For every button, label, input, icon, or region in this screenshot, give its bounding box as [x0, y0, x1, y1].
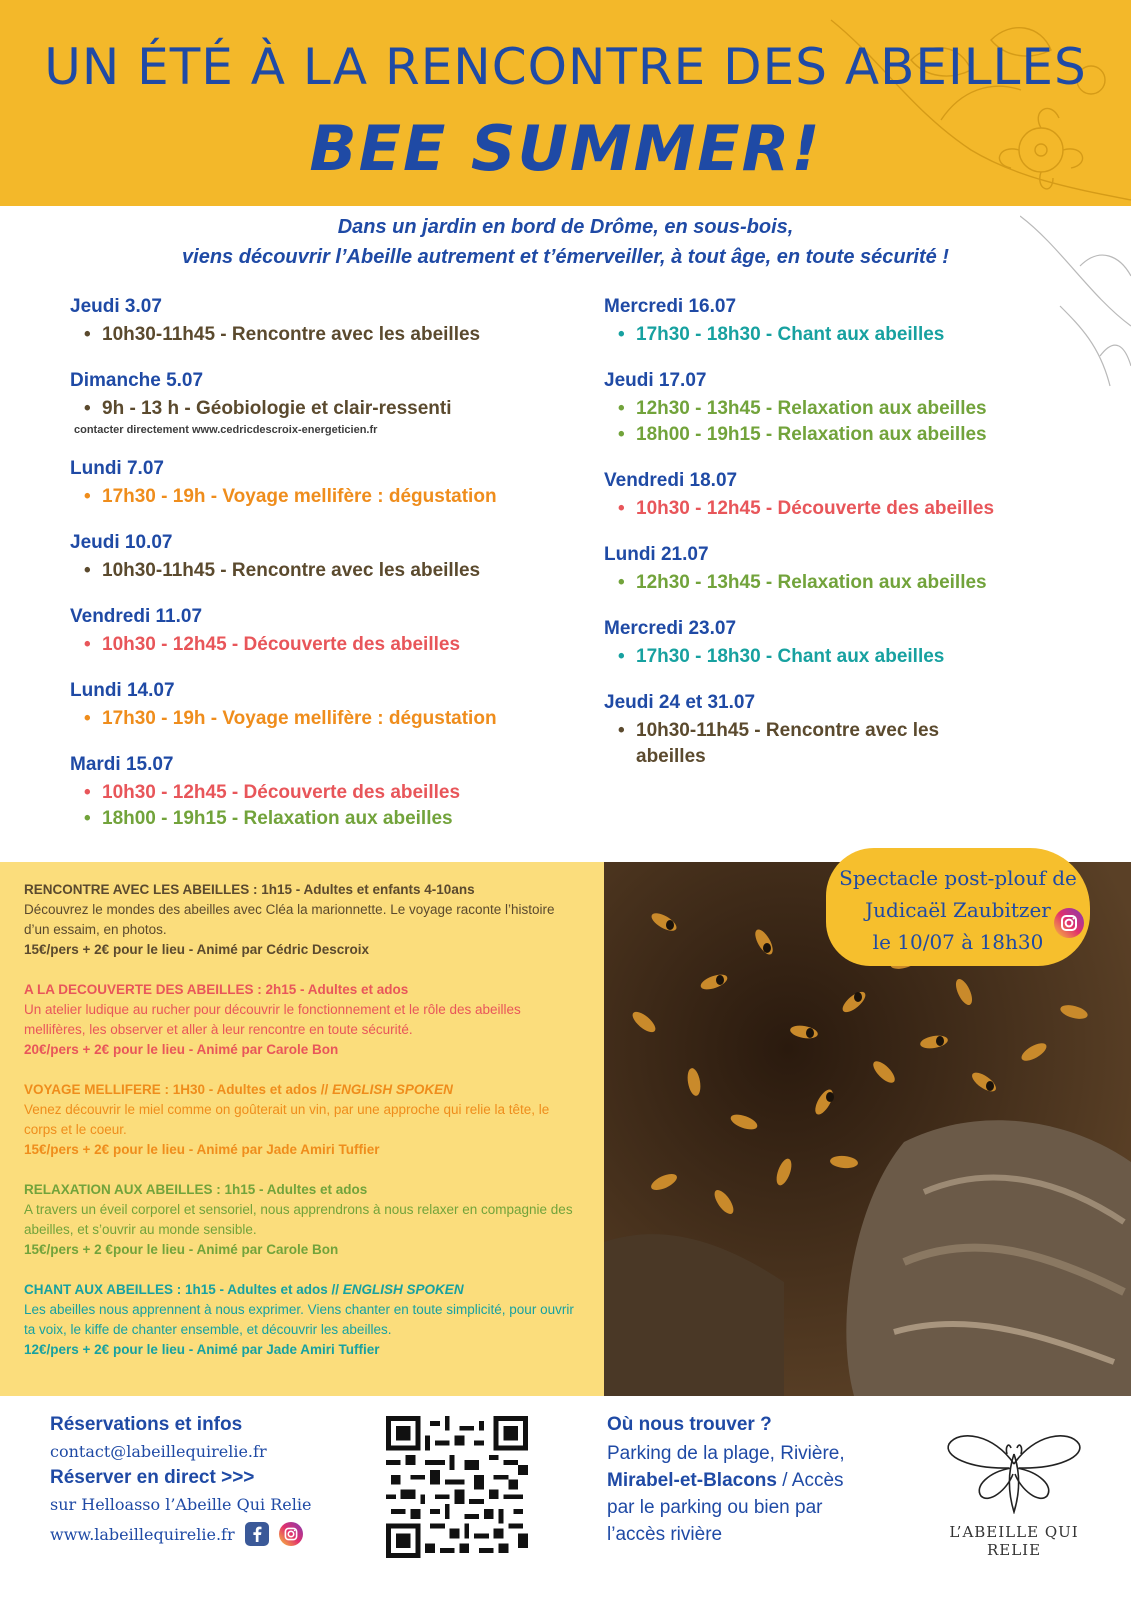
- english-spoken-label: ENGLISH SPOKEN: [332, 1082, 453, 1097]
- event-time: 12h30 - 13h45: [636, 398, 761, 419]
- activity-title: RENCONTRE AVEC LES ABEILLES : 1h15 - Adultes et enfants 4-10ans: [24, 882, 475, 897]
- event-sep: -: [760, 324, 778, 345]
- event-item: [70, 484, 570, 510]
- activity-title: RELAXATION AUX ABEILLES : 1h15 - Adultes et ados: [24, 1182, 368, 1197]
- bee-logo-icon: [939, 1424, 1089, 1514]
- footer-reservations: [50, 1414, 311, 1546]
- day-title: Jeudi 10.07: [70, 532, 173, 553]
- day-title: Jeudi 24 et 31.07: [604, 692, 756, 713]
- bubble-line-1: Spectacle post-plouf de: [839, 866, 1077, 890]
- activity-title: [24, 1080, 580, 1100]
- event-sep: -: [215, 324, 232, 345]
- day-title: Mercredi 16.07: [604, 296, 737, 317]
- schedule-day: [604, 618, 1104, 670]
- event-item: [604, 422, 1104, 448]
- event-name: Rencontre avec les abeilles: [231, 324, 481, 345]
- event-item: [70, 396, 570, 422]
- event-sep: -: [179, 398, 196, 419]
- header-banner: [0, 0, 1131, 206]
- activity-price: 12€/pers + 2€ pour le lieu - Animé par Jade Amiri Tuffier: [24, 1342, 380, 1357]
- event-sep: -: [226, 808, 244, 829]
- where-line-2-row: [607, 1467, 907, 1494]
- footer: [0, 1396, 1131, 1600]
- schedule-day: [70, 754, 570, 832]
- activity-block: [24, 880, 580, 960]
- reserve-direct-link[interactable]: Réserver en direct >>>: [50, 1467, 255, 1488]
- event-time: 17h30 - 19h: [102, 708, 206, 729]
- event-time: 17h30 - 18h30: [636, 324, 761, 345]
- schedule-right-column: [604, 296, 1104, 792]
- activity-block: [24, 980, 580, 1060]
- activity-price: 20€/pers + 2€ pour le lieu - Animé par Carole Bon: [24, 1042, 339, 1057]
- event-name: Chant aux abeilles: [777, 646, 945, 667]
- event-time: 12h30 - 13h45: [636, 572, 761, 593]
- schedule-day: [604, 370, 1104, 448]
- schedule-day: [70, 532, 570, 584]
- activity-description: Un atelier ludique au rucher pour découvrir le fonctionnement et le rôle des abeilles mellifères, les observer et aller à leur rencontre en toute sécurité.: [24, 1002, 521, 1037]
- website-row: [50, 1522, 311, 1546]
- event-time: 17h30 - 19h: [102, 486, 206, 507]
- event-time: 18h00 - 19h15: [636, 424, 761, 445]
- event-note: contacter directement www.cedricdescroix-energeticien.fr: [74, 424, 378, 436]
- event-time: 18h00 - 19h15: [102, 808, 227, 829]
- event-sep: -: [226, 634, 244, 655]
- event-item: [604, 718, 984, 770]
- activity-description: Les abeilles nous apprennent à nous exprimer. Viens chanter en toute simplicité, pour ouvrir ta voix, le kiffe de chanter ensemble, et découvrir les abeilles.: [24, 1302, 574, 1337]
- event-time: 17h30 - 18h30: [636, 646, 761, 667]
- event-item: [70, 806, 570, 832]
- event-sep: -: [749, 720, 766, 741]
- bubble-line-3: le 10/07 à 18h30: [872, 930, 1044, 954]
- where-line-2: / Accès: [776, 1470, 844, 1491]
- activity-description: Venez découvrir le miel comme on goûterait un vin, par une approche qui relie la tête, le corps et le coeur.: [24, 1102, 550, 1137]
- day-title: Mercredi 23.07: [604, 618, 737, 639]
- activity-description: A travers un éveil corporel et sensoriel, nous apprendrons à nous relaxer en compagnie des abeilles, et s’ouvrir au monde sensible.: [24, 1202, 573, 1237]
- day-title: Lundi 14.07: [70, 680, 175, 701]
- event-name: Relaxation aux abeilles: [777, 572, 987, 593]
- schedule-day: [604, 692, 1104, 770]
- activity-title-main: VOYAGE MELLIFERE : 1H30 - Adultes et ados //: [24, 1082, 333, 1097]
- event-item: [604, 644, 1104, 670]
- event-item: [70, 706, 570, 732]
- event-sep: -: [226, 782, 244, 803]
- schedule-day: [70, 296, 570, 348]
- activity-price: 15€/pers + 2€ pour le lieu - Animé par Jade Amiri Tuffier: [24, 1142, 380, 1157]
- event-time: 9h - 13 h: [102, 398, 180, 419]
- activity-price: 15€/pers + 2 €pour le lieu - Animé par Carole Bon: [24, 1242, 339, 1257]
- day-title: Jeudi 3.07: [70, 296, 162, 317]
- website-link[interactable]: www.labeillequirelie.fr: [50, 1524, 235, 1544]
- activities-info-panel: [0, 862, 604, 1396]
- event-time: 10h30 - 12h45: [102, 634, 227, 655]
- event-name: Découverte des abeilles: [243, 782, 461, 803]
- instagram-icon[interactable]: [279, 1522, 303, 1546]
- contact-email-link[interactable]: contact@labeillequirelie.fr: [50, 1442, 267, 1461]
- where-text: [607, 1440, 907, 1548]
- where-line-4: l’accès rivière: [607, 1524, 723, 1545]
- event-name: Relaxation aux abeilles: [777, 424, 987, 445]
- activity-price: 15€/pers + 2€ pour le lieu - Animé par Cédric Descroix: [24, 942, 370, 957]
- event-name: Relaxation aux abeilles: [243, 808, 453, 829]
- where-place: Mirabel-et-Blacons: [607, 1470, 777, 1491]
- event-time: 10h30 - 12h45: [102, 782, 227, 803]
- where-line-3: par le parking ou bien par: [607, 1497, 823, 1518]
- event-sep: -: [760, 498, 778, 519]
- bubble-line-2: Judicaël Zaubitzer: [865, 898, 1051, 922]
- day-title: Lundi 7.07: [70, 458, 164, 479]
- event-time: 10h30-11h45: [102, 324, 216, 345]
- intro-line-2: viens découvrir l’Abeille autrement et t’émerveiller, à tout âge, en toute sécurité !: [182, 246, 949, 268]
- day-title: Mardi 15.07: [70, 754, 174, 775]
- instagram-icon[interactable]: [1054, 908, 1084, 938]
- footer-location: [607, 1414, 907, 1548]
- activity-title: [24, 1280, 580, 1300]
- event-item: [604, 322, 1104, 348]
- activity-block: [24, 1280, 580, 1360]
- day-title: Vendredi 18.07: [604, 470, 738, 491]
- schedule-day: [70, 680, 570, 732]
- helloasso-text: sur Helloasso l’Abeille Qui Relie: [50, 1495, 312, 1514]
- brand-logo: [934, 1424, 1094, 1559]
- activity-block: [24, 1080, 580, 1160]
- event-sep: -: [760, 646, 778, 667]
- facebook-icon[interactable]: [245, 1522, 269, 1546]
- event-name: Géobiologie et clair-ressenti: [195, 398, 452, 419]
- event-sep: -: [205, 708, 223, 729]
- logo-text: L’ABEILLE QUI RELIE: [949, 1523, 1079, 1559]
- event-item: [604, 570, 1104, 596]
- event-item: [604, 496, 1104, 522]
- schedule-day: [604, 544, 1104, 596]
- activity-description: Découvrez le mondes des abeilles avec Cléa la marionnette. Le voyage raconte l’histoire d’un essaim, en photos.: [24, 902, 555, 937]
- event-sep: -: [760, 572, 778, 593]
- title-main: BEE SUMMER!: [309, 112, 822, 185]
- activity-title-main: CHANT AUX ABEILLES : 1h15 - Adultes et ados //: [24, 1282, 343, 1297]
- event-item: [70, 632, 570, 658]
- activity-block: [24, 1180, 580, 1260]
- event-name: Voyage mellifère : dégustation: [222, 486, 497, 507]
- title-top: UN ÉTÉ À LA RENCONTRE DES ABEILLES: [44, 38, 1087, 96]
- event-sep: -: [760, 424, 778, 445]
- day-title: Lundi 21.07: [604, 544, 709, 565]
- qr-code[interactable]: [386, 1416, 528, 1558]
- event-item: [70, 558, 570, 584]
- day-title: Jeudi 17.07: [604, 370, 707, 391]
- where-title: Où nous trouver ?: [607, 1414, 772, 1435]
- event-item: [70, 322, 570, 348]
- schedule-day: [604, 470, 1104, 522]
- event-time: 10h30-11h45: [636, 720, 750, 741]
- schedule-day: [70, 458, 570, 510]
- schedule-left-column: [70, 296, 570, 854]
- english-spoken-label: ENGLISH SPOKEN: [342, 1282, 464, 1297]
- intro-line-1: Dans un jardin en bord de Drôme, en sous-bois,: [337, 216, 794, 238]
- event-sep: -: [760, 398, 778, 419]
- schedule-day: [604, 296, 1104, 348]
- event-item: [70, 780, 570, 806]
- day-title: Vendredi 11.07: [70, 606, 203, 627]
- event-item: [604, 396, 1104, 422]
- activity-title: A LA DECOUVERTE DES ABEILLES : 2h15 - Adultes et ados: [24, 982, 409, 997]
- reservations-title: Réservations et infos: [50, 1414, 243, 1435]
- event-sep: -: [215, 560, 232, 581]
- event-name: Découverte des abeilles: [243, 634, 461, 655]
- intro-text: [0, 212, 1131, 272]
- event-name: Voyage mellifère : dégustation: [222, 708, 497, 729]
- day-title: Dimanche 5.07: [70, 370, 204, 391]
- event-name: Chant aux abeilles: [777, 324, 945, 345]
- event-time: 10h30-11h45: [102, 560, 216, 581]
- event-time: 10h30 - 12h45: [636, 498, 761, 519]
- schedule-day: [70, 370, 570, 436]
- event-name: Rencontre avec les abeilles: [636, 720, 940, 767]
- schedule-day: [70, 606, 570, 658]
- event-name: Découverte des abeilles: [777, 498, 995, 519]
- show-announcement-bubble: [826, 848, 1090, 966]
- event-sep: -: [205, 486, 223, 507]
- where-line-1: Parking de la plage, Rivière,: [607, 1443, 845, 1464]
- event-name: Relaxation aux abeilles: [777, 398, 987, 419]
- event-name: Rencontre avec les abeilles: [231, 560, 481, 581]
